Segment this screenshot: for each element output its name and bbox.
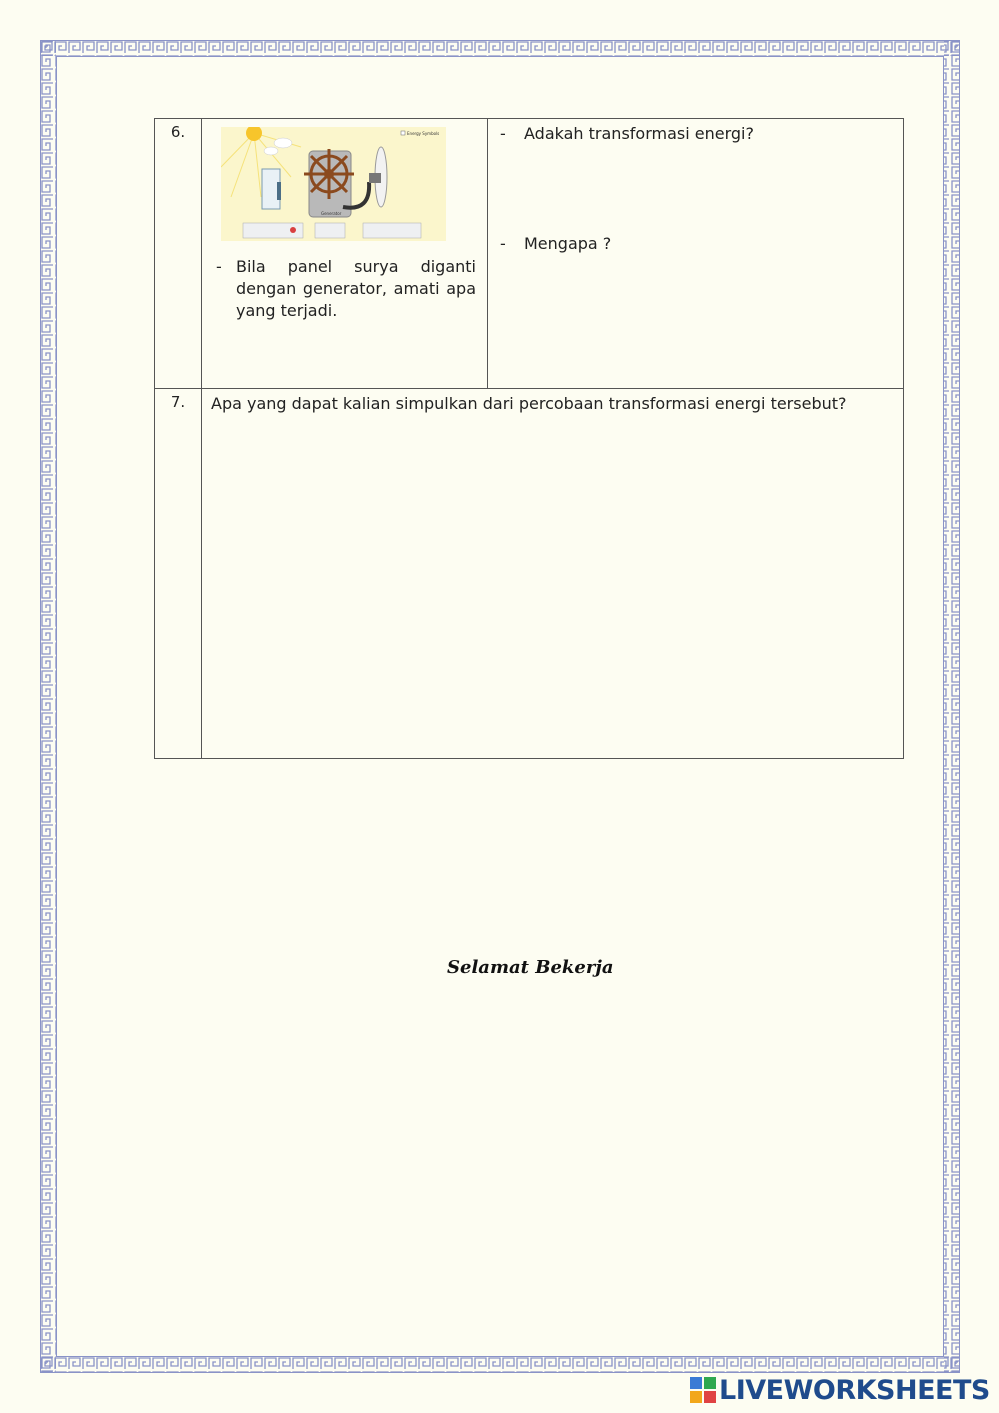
answer-cell: - Adakah transformasi energi? - Mengapa ? [500,124,754,253]
table-row [155,119,903,389]
liveworksheets-logo [690,1375,990,1405]
instruction-text: Bila panel surya diganti dengan generator, amati apa yang terjadi. [236,257,476,320]
question-text: Mengapa ? [524,234,612,253]
instruction-cell: Energy Symbols Generator - Bila panel surya diganti dengan generator, amati apa yang terjadi. [202,119,488,388]
closing-text: Selamat Bekerja [447,957,614,978]
liveworksheets-icon [690,1377,716,1403]
table-row [155,389,903,759]
energy-symbols-label: Energy Symbols [407,131,440,136]
question-text: Adakah transformasi energi? [524,124,754,143]
energy-simulation-image [221,127,446,241]
worksheet-table [154,118,904,759]
question-text: Apa yang dapat kalian simpulkan dari percobaan transformasi energi tersebut? [211,394,847,413]
row-number: 6. [155,119,202,388]
row-number: 7. [155,389,202,759]
brand-text: LIVEWORKSHEETS [719,1374,990,1406]
answer-cell [202,389,903,759]
generator-label: Generator [321,211,342,216]
